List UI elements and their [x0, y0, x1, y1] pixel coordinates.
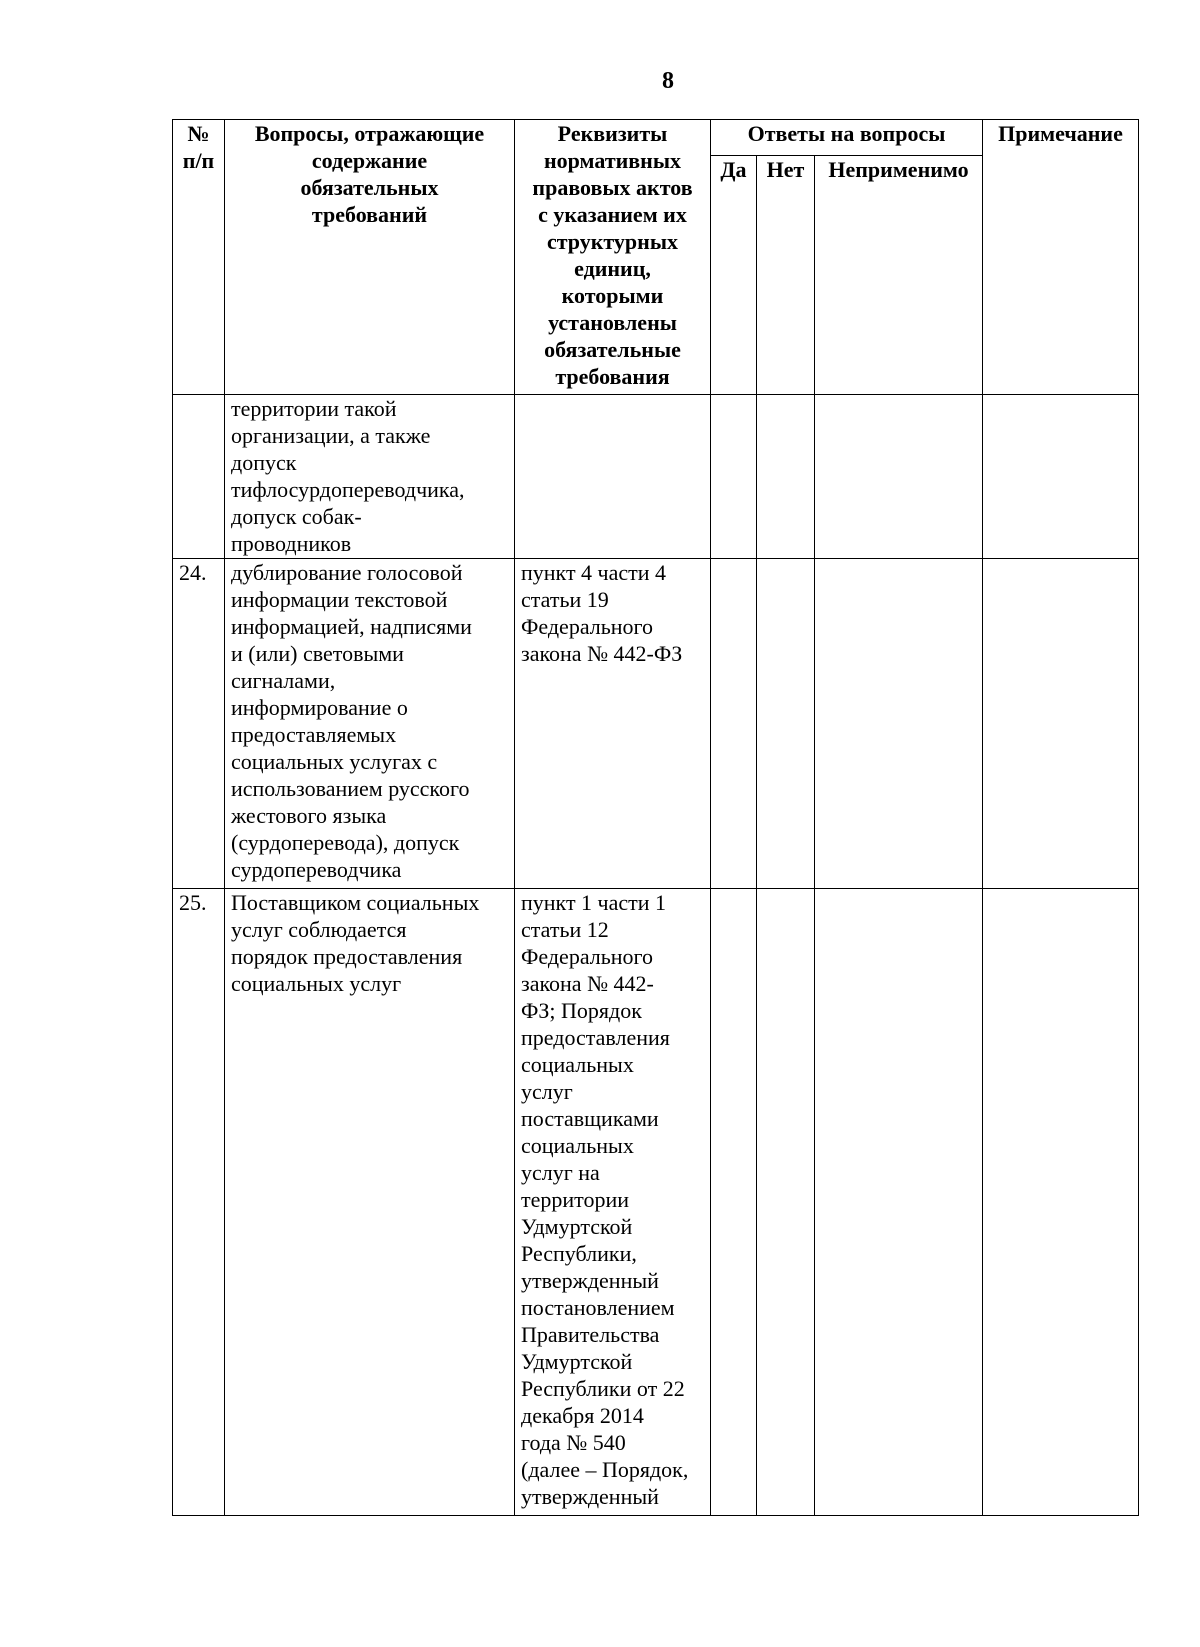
header-yes: Да: [711, 156, 757, 395]
row-question: территории такой организации, а также допуск тифлосурдопереводчика, допуск собак- проводников: [225, 395, 515, 559]
row-requisites: пункт 1 части 1 статьи 12 Федерального закона № 442- ФЗ; Порядок предоставления социальных услуг поставщиками социальных услуг на территории Удмуртской Республики, утвержденный постановлением Правительства Удмуртской Республики от 22 декабря 2014 года № 540 (далее – Порядок, утвержденный: [515, 889, 711, 1516]
answer-yes-cell[interactable]: [711, 889, 757, 1516]
header-note: Примечание: [983, 120, 1139, 395]
header-not-applicable: Неприменимо: [815, 156, 983, 395]
note-cell[interactable]: [983, 395, 1139, 559]
row-requisites: [515, 395, 711, 559]
row-number: 25.: [173, 889, 225, 1516]
answer-not-applicable-cell[interactable]: [815, 559, 983, 889]
answer-no-cell[interactable]: [757, 889, 815, 1516]
row-question: дублирование голосовой информации текстовой информацией, надписями и (или) световыми сигналами, информирование о предоставляемых социальных услугах с использованием русского жестового языка (сурдоперевода), допуск сурдопереводчика: [225, 559, 515, 889]
header-requisites: Реквизиты нормативных правовых актов с указанием их структурных единиц, которыми установлены обязательные требования: [515, 120, 711, 395]
checklist-table: [172, 119, 1139, 1516]
answer-no-cell[interactable]: [757, 559, 815, 889]
table-row: [173, 889, 1139, 1516]
table-row: [173, 559, 1139, 889]
header-no: Нет: [757, 156, 815, 395]
header-question: Вопросы, отражающие содержание обязательных требований: [225, 120, 515, 395]
header-num: № п/п: [173, 120, 225, 395]
header-answers: Ответы на вопросы: [711, 120, 983, 156]
row-question: Поставщиком социальных услуг соблюдается порядок предоставления социальных услуг: [225, 889, 515, 1516]
page-number: 8: [662, 68, 674, 94]
answer-yes-cell[interactable]: [711, 395, 757, 559]
row-number: 24.: [173, 559, 225, 889]
answer-yes-cell[interactable]: [711, 559, 757, 889]
note-cell[interactable]: [983, 559, 1139, 889]
answer-not-applicable-cell[interactable]: [815, 395, 983, 559]
row-number: [173, 395, 225, 559]
answer-not-applicable-cell[interactable]: [815, 889, 983, 1516]
answer-no-cell[interactable]: [757, 395, 815, 559]
header-row: [173, 120, 1139, 156]
table-row: [173, 395, 1139, 559]
row-requisites: пункт 4 части 4 статьи 19 Федерального закона № 442-ФЗ: [515, 559, 711, 889]
note-cell[interactable]: [983, 889, 1139, 1516]
